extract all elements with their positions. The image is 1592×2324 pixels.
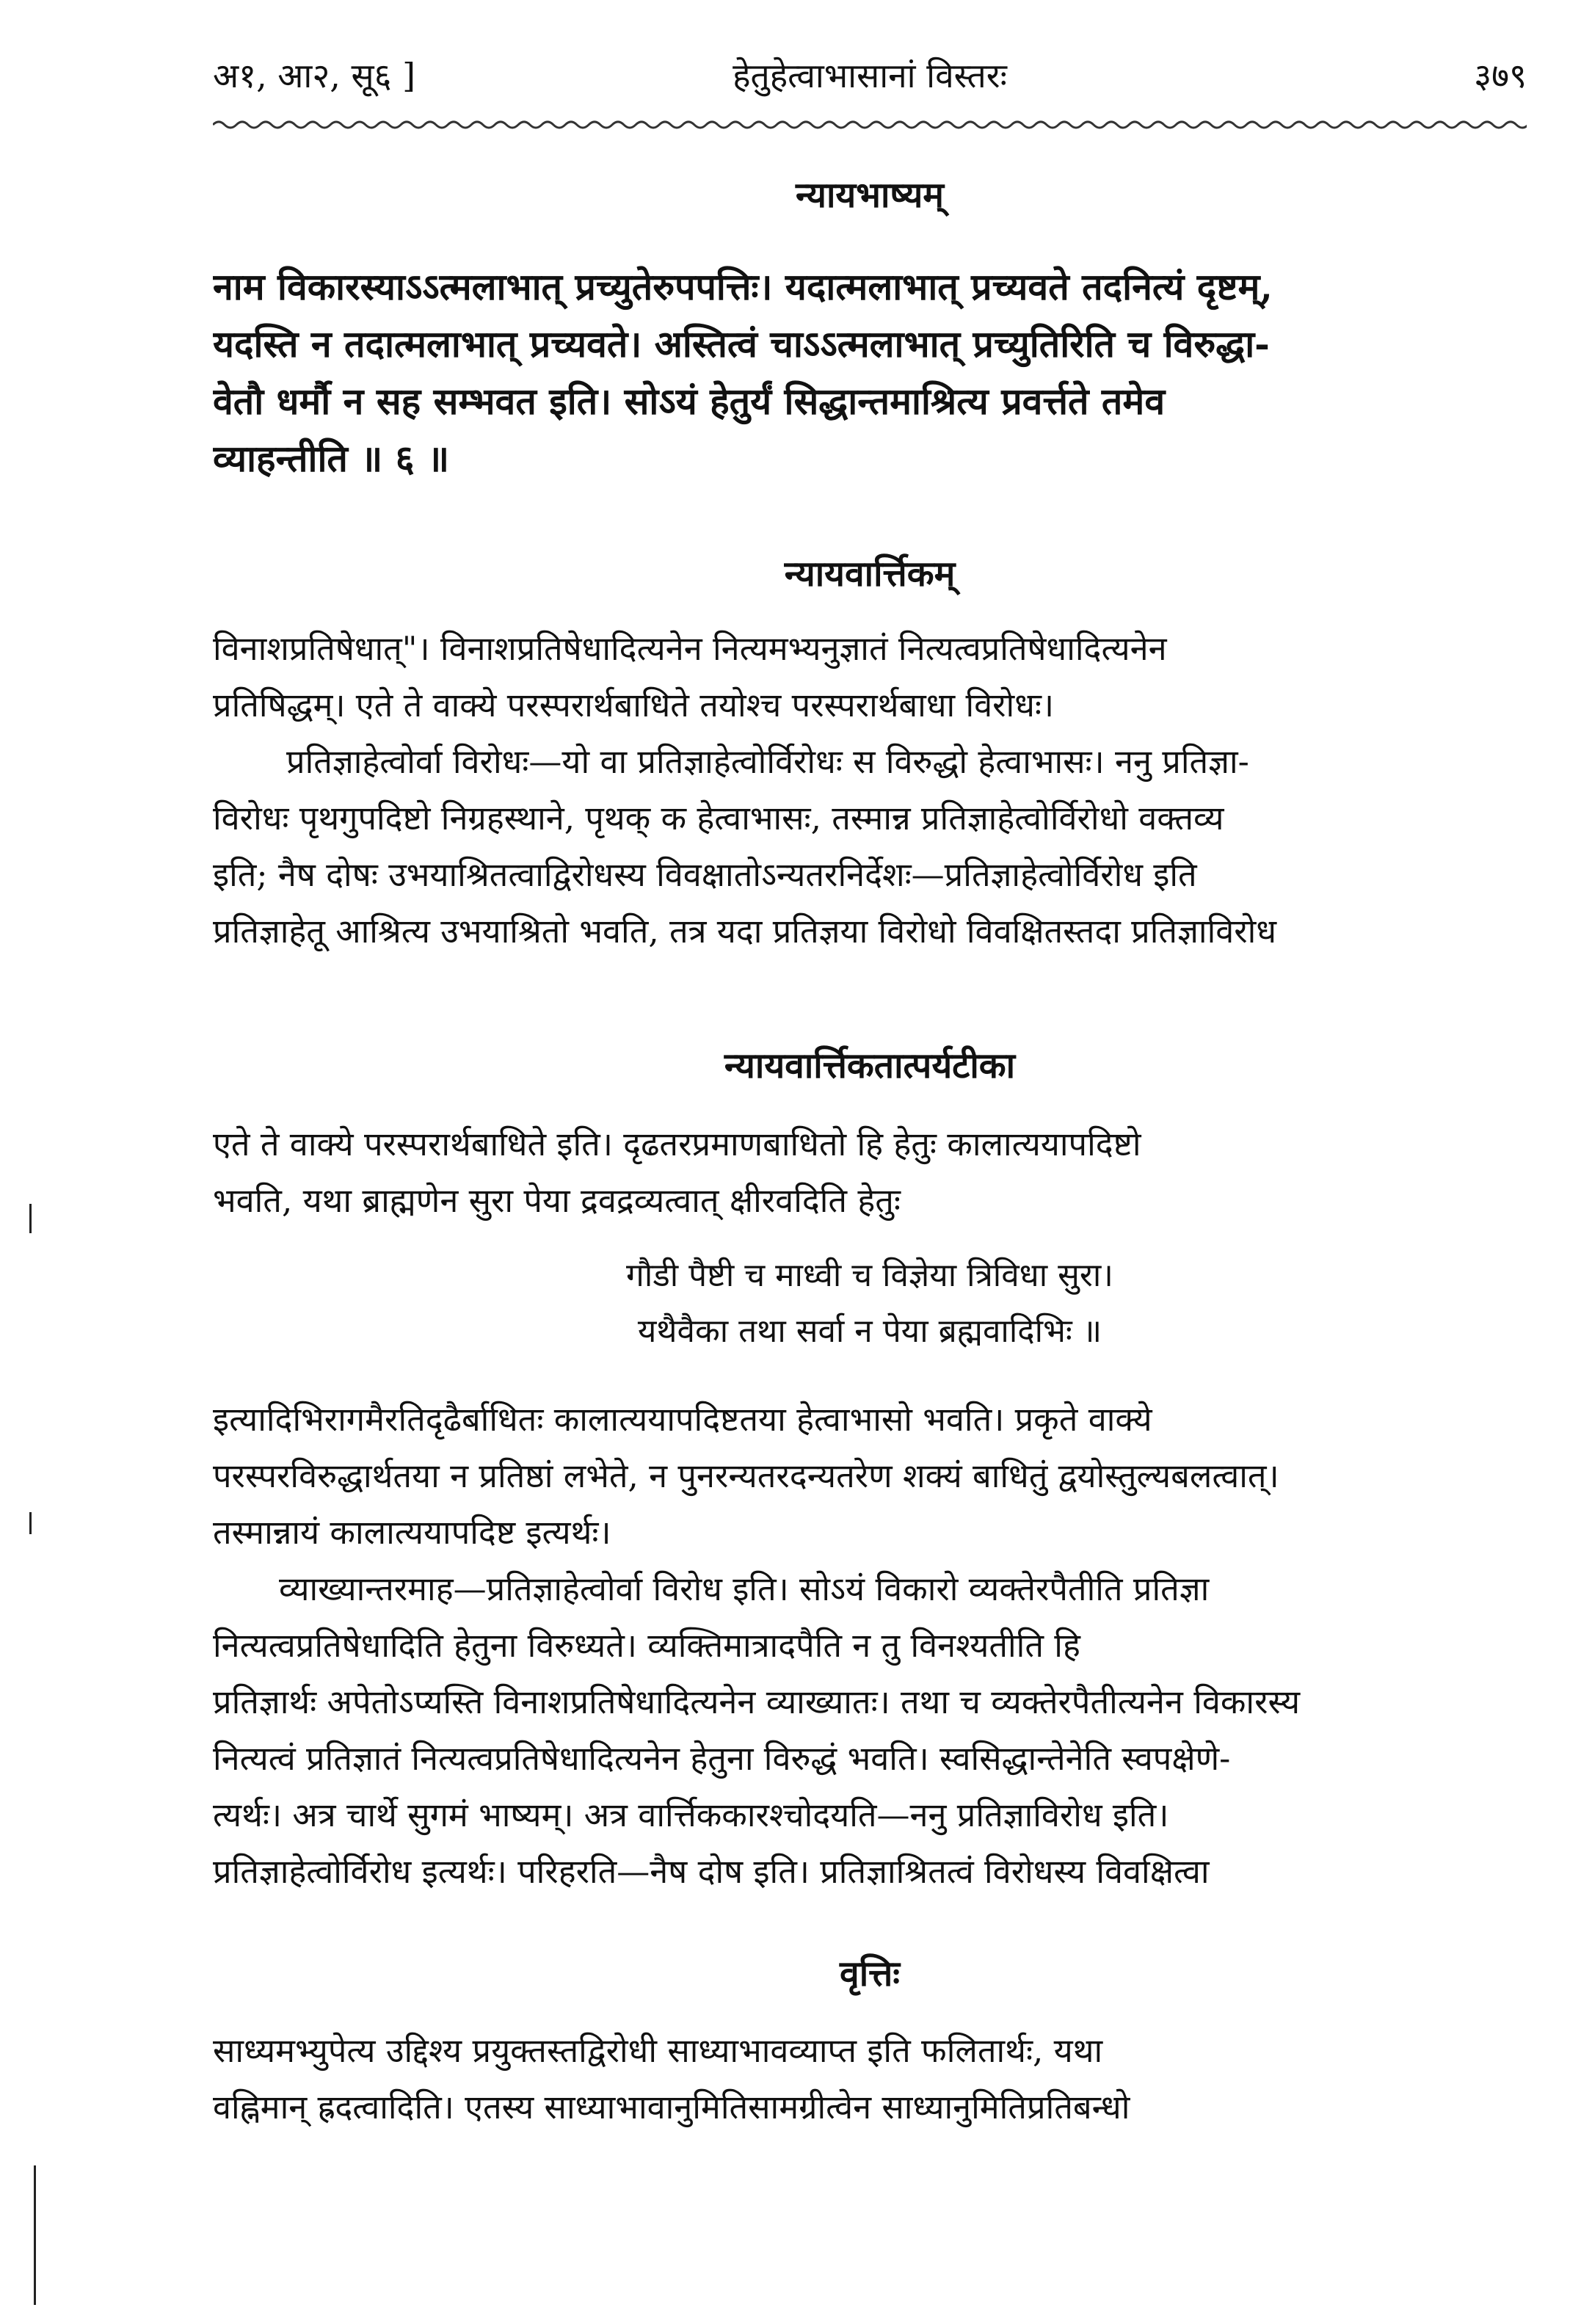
tika-line: व्याख्यान्तरमाह—प्रतिज्ञाहेत्वोर्वा विरोध इति। सोऽयं विकारो व्यक्तेरपैतीति प्रतिज्ञा [279,1569,1210,1608]
vritti-line: वह्निमान् ह्रदत्वादिति। एतस्य साध्याभावानुमितिसामग्रीत्वेन साध्यानुमितिप्रतिबन्धो [213,2088,1130,2127]
header-chapter-ref: अ१, आ२, सू६ ] [213,56,416,95]
tika-line: नित्यत्वं प्रतिज्ञातं नित्यत्वप्रतिषेधादित्यनेन हेतुना विरुद्धं भवति। स्वसिद्धान्तेनेति स्वपक्षेणे- [213,1739,1231,1778]
vartika-text [213,620,1527,959]
vritti-line: साध्यमभ्युपेत्य उद्दिश्य प्रयुक्तस्तद्विरोधी साध्याभावव्याप्त इति फलितार्थः, यथा [213,2031,1103,2070]
vartika-line: विनाशप्रतिषेधात्"। विनाशप्रतिषेधादित्यनेन नित्यमभ्यनुज्ञातं नित्यत्वप्रतिषेधादित्यनेन [213,629,1167,668]
page-number: ३७९ [1474,56,1527,95]
tika-text-a [213,1116,1527,1229]
header-title: हेतुहेत्वाभासानां विस्तरः [733,56,1007,95]
bhashya-line: वेतौ धर्मौ न सह सम्भवत इति। सोऽयं हेतुर्यं सिद्धान्तमाश्रित्य प्रवर्त्तते तमेव [213,380,1166,423]
tika-line: इत्यादिभिरागमैरतिदृढैर्बाधितः कालात्ययापदिष्टतया हेत्वाभासो भवति। प्रकृते वाक्ये [213,1400,1152,1439]
tika-line: भवति, यथा ब्राह्मणेन सुरा पेया द्रवद्रव्यत्वात् क्षीरवदिति हेतुः [213,1181,901,1220]
tika-verse [213,1248,1527,1359]
running-header [213,43,1527,109]
bhashya-text [213,258,1527,487]
tika-line: नित्यत्वप्रतिषेधादिति हेतुना विरुध्यते। व्यक्तिमात्रादपैति न तु विनश्यतीति हि [213,1626,1080,1665]
section-title-vritti: वृत्तिः [840,1953,900,1994]
tika-line: एते ते वाक्ये परस्परार्थबाधिते इति। दृढतरप्रमाणबाधितो हि हेतुः कालात्ययापदिष्टो [213,1125,1141,1163]
tika-line: प्रतिज्ञार्थः अपेतोऽप्यस्ति विनाशप्रतिषेधादित्यनेन व्याख्यातः। तथा च व्यक्तेरपैतीत्यनेन विकारस्य [213,1682,1301,1721]
tika-line: त्यर्थः। अत्र चार्थे सुगमं भाष्यम्। अत्र वार्त्तिककारश्चोदयति—ननु प्रतिज्ञाविरोध इति। [213,1795,1169,1834]
bhashya-line: व्याहन्तीति ॥ ६ ॥ [213,437,450,480]
header-wavy-rule [213,117,1527,132]
tika-line: तस्मान्नायं कालात्ययापदिष्ट इत्यर्थः। [213,1513,611,1552]
tika-text-b [213,1391,1527,1900]
vartika-line: प्रतिषिद्धम्। एते ते वाक्ये परस्परार्थबाधिते तयोश्च परस्परार्थबाधा विरोधः। [213,686,1055,725]
verse-line: गौडी पैष्टी च माध्वी च विज्ञेया त्रिविधा सुरा। [626,1257,1113,1294]
tika-line: प्रतिज्ञाहेत्वोर्विरोध इत्यर्थः। परिहरति—नैष दोष इति। प्रतिज्ञाश्रितत्वं विरोधस्य विवक्षित्वा [213,1852,1210,1891]
section-title-bhashya: न्यायभाष्यम् [795,175,945,216]
vartika-line: विरोधः पृथगुपदिष्टो निग्रहस्थाने, पृथक् क हेत्वाभासः, तस्मान्न प्रतिज्ञाहेत्वोर्विरोधो वक्तव्य [213,799,1224,838]
scan-margin-line [34,2165,36,2305]
vartika-line: प्रतिज्ञाहेतू आश्रित्य उभयाश्रितो भवति, तत्र यदा प्रतिज्ञया विरोधो विवक्षितस्तदा प्रतिज्ञाविरोध [213,912,1276,951]
bhashya-line: यदस्ति न तदात्मलाभात् प्रच्यवते। अस्तित्वं चाऽऽत्मलाभात् प्रच्युतिरिति च विरुद्धा- [213,322,1270,366]
vritti-text [213,2022,1527,2135]
tika-line: परस्परविरुद्धार्थतया न प्रतिष्ठां लभेते, न पुनरन्यतरदन्यतरेण शक्यं बाधितुं द्वयोस्तुल्यबलत्वात्। [213,1456,1279,1495]
section-title-tika: न्यायवार्त्तिकतात्पर्यटीका [724,1045,1016,1086]
scan-margin-mark [29,1204,32,1233]
vartika-line: इति; नैष दोषः उभयाश्रितत्वाद्विरोधस्य विवक्षातोऽन्यतरनिर्देशः—प्रतिज्ञाहेत्वोर्विरोध इति [213,855,1197,894]
vartika-line: प्रतिज्ञाहेत्वोर्वा विरोधः—यो वा प्रतिज्ञाहेत्वोर्विरोधः स विरुद्धो हेत्वाभासः। ननु प्रतिज्ञा- [286,742,1249,781]
verse-line: यथैवैका तथा सर्वा न पेया ब्रह्मवादिभिः ॥ [637,1312,1102,1350]
scan-margin-mark [29,1512,32,1534]
bhashya-line: नाम विकारस्याऽऽत्मलाभात् प्रच्युतेरुपपत्तिः। यदात्मलाभात् प्रच्यवते तदनित्यं दृष्टम्, [213,265,1273,308]
section-title-vartika: न्यायवार्त्तिकम् [784,553,956,595]
